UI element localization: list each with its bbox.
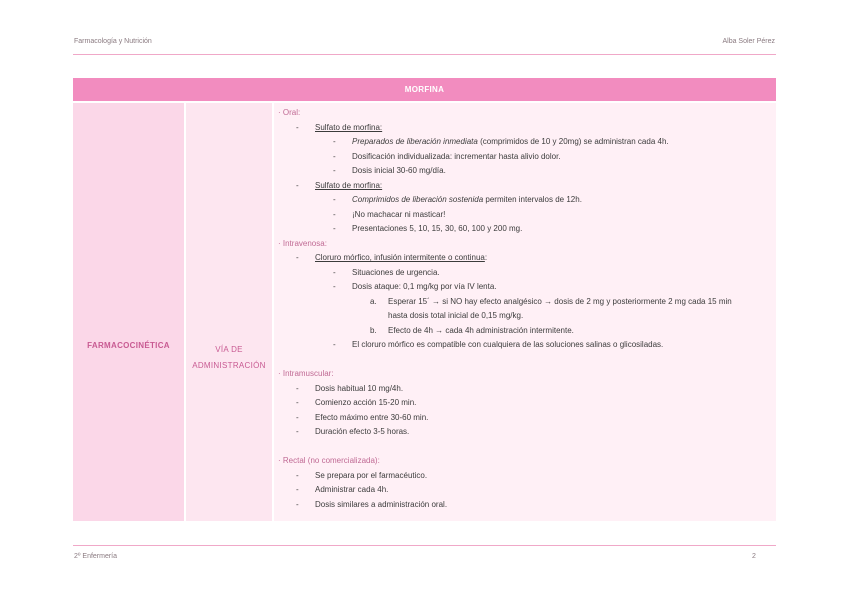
oral-sub1-line1-rest: (comprimidos de 10 y 20mg) se administran cada 4h. xyxy=(477,137,669,146)
dash-marker: - xyxy=(296,471,299,480)
rectal-heading: · Rectal (no comercializada): xyxy=(278,456,380,465)
oral-sub2-title: Sulfato de morfina: xyxy=(315,181,383,190)
dash-marker: - xyxy=(333,268,336,277)
subcategory-label-line1: VÍA DE xyxy=(215,345,243,354)
dash-marker: - xyxy=(296,485,299,494)
iv-sub-title-colon: : xyxy=(484,253,488,262)
oral-sub2-line1-rest: permiten intervalos de 12h. xyxy=(483,195,582,204)
dash-marker: - xyxy=(333,152,336,161)
header-left-title: Farmacología y Nutrición xyxy=(74,38,152,45)
dash-marker: - xyxy=(296,123,299,132)
category-cell xyxy=(73,103,184,521)
rectal-line1: Se prepara por el farmacéutico. xyxy=(315,471,428,480)
iv-heading: · Intravenosa: xyxy=(278,239,327,248)
dash-marker: - xyxy=(333,282,336,291)
iv-a-line2: hasta dosis total inicial de 0,15 mg/kg. xyxy=(388,311,524,320)
oral-heading: · Oral: xyxy=(278,108,301,117)
dash-marker: - xyxy=(296,181,299,190)
subcategory-label xyxy=(186,342,272,374)
footer-divider xyxy=(73,545,776,546)
im-line3: Efecto máximo entre 30-60 min. xyxy=(315,413,429,422)
dash-marker: - xyxy=(296,500,299,509)
im-heading: · Intramuscular: xyxy=(278,369,334,378)
iv-a-line1: Esperar 15´ → si NO hay efecto analgésico → dosis de 2 mg y posteriormente 2 mg cada 15 min xyxy=(388,297,732,306)
rectal-line2: Administrar cada 4h. xyxy=(315,485,389,494)
im-line4: Duración efecto 3-5 horas. xyxy=(315,427,410,436)
dash-marker: - xyxy=(333,224,336,233)
dash-marker: - xyxy=(333,166,336,175)
header-divider xyxy=(73,54,776,55)
iv-b-marker: b. xyxy=(370,326,377,335)
dash-marker: - xyxy=(296,398,299,407)
oral-sub1-line1-italic: Preparados de liberación inmediata xyxy=(352,137,478,146)
im-line1: Dosis habitual 10 mg/4h. xyxy=(315,384,404,393)
dash-marker: - xyxy=(333,210,336,219)
iv-line3: El cloruro mórfico es compatible con cualquiera de las soluciones salinas o glicosiladas. xyxy=(352,340,664,349)
dash-marker: - xyxy=(296,427,299,436)
oral-sub2-line1 xyxy=(352,195,582,205)
dash-marker: - xyxy=(296,384,299,393)
oral-sub1-line3: Dosis inicial 30-60 mg/día. xyxy=(352,166,446,175)
im-line2: Comienzo acción 15-20 min. xyxy=(315,398,417,407)
dash-marker: - xyxy=(296,253,299,262)
dash-marker: - xyxy=(333,137,336,146)
rectal-line3: Dosis similares a administración oral. xyxy=(315,500,448,509)
category-label: FARMACOCINÉTICA xyxy=(87,341,170,350)
header-author: Alba Soler Pérez xyxy=(722,38,775,45)
dash-marker: - xyxy=(333,340,336,349)
oral-sub1-line2: Dosificación individualizada: incrementar hasta alivio dolor. xyxy=(352,152,561,161)
oral-sub1-line1 xyxy=(352,137,669,147)
oral-sub2-line3: Presentaciones 5, 10, 15, 30, 60, 100 y 200 mg. xyxy=(352,224,523,233)
oral-sub1-title: Sulfato de morfina: xyxy=(315,123,383,132)
iv-line1: Situaciones de urgencia. xyxy=(352,268,440,277)
subcategory-cell xyxy=(186,103,272,521)
oral-sub2-line1-italic: Comprimidos de liberación sostenida xyxy=(352,195,484,204)
iv-sub-title xyxy=(315,253,487,263)
table-title: MORFINA xyxy=(73,78,776,101)
iv-a-marker: a. xyxy=(370,297,377,306)
iv-sub-title-text: Cloruro mórfico, infusión intermitente o continua xyxy=(315,253,485,262)
dash-marker: - xyxy=(296,413,299,422)
morfina-table xyxy=(73,78,776,521)
iv-b-line: Efecto de 4h → cada 4h administración intermitente. xyxy=(388,326,574,335)
iv-line2: Dosis ataque: 0,1 mg/kg por vía IV lenta. xyxy=(352,282,497,291)
dash-marker: - xyxy=(333,195,336,204)
subcategory-label-line2: ADMINISTRACIÓN xyxy=(192,361,266,370)
oral-sub2-line2: ¡No machacar ni masticar! xyxy=(352,210,446,219)
page-number: 2 xyxy=(752,553,756,560)
footer-course: 2º Enfermería xyxy=(74,553,118,560)
